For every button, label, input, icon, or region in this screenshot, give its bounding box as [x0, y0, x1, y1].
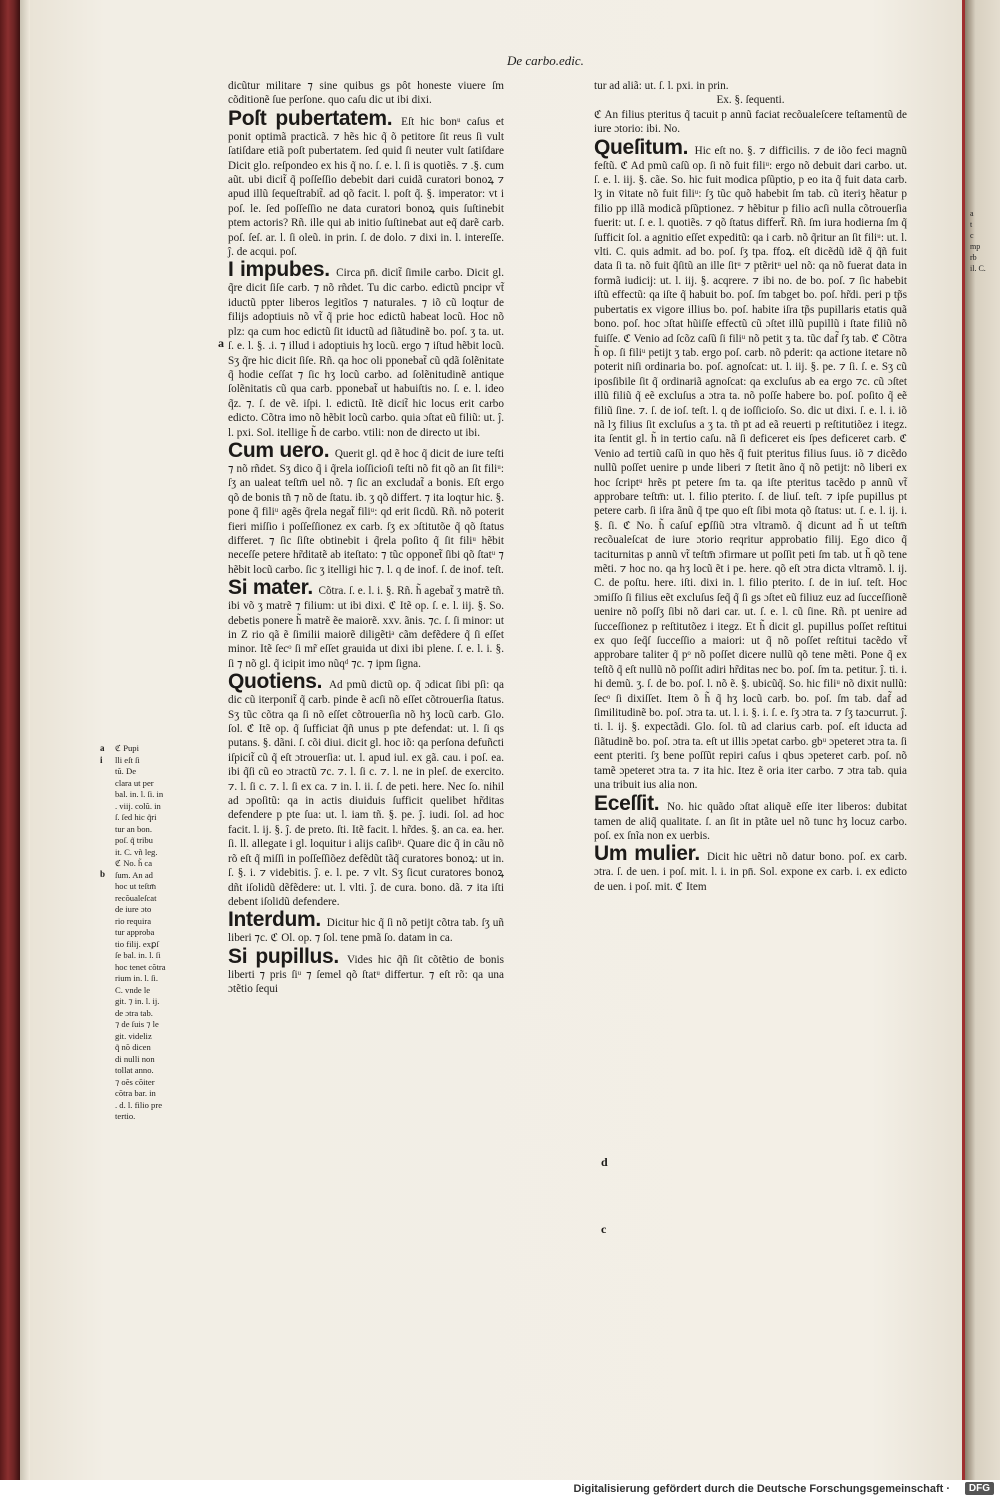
margin-fragment-line: il. C. [970, 264, 986, 273]
margin-fragment-line: c [970, 231, 974, 240]
paragraph-text: Dicitur hic q̃ ſi nõ petijt cõtra tab. ſʒ uñ liberi ⁊c. ℭ Ol. op. ⁊ ſol. tene pmã ſo. datam in ca. [228, 917, 504, 945]
margin-letter: b [100, 869, 106, 879]
margin-note-line: ſ. ſed hic q̃ri [115, 812, 157, 822]
margin-note-line: tertio. [115, 1111, 136, 1121]
margin-fragment-line: t [970, 220, 973, 229]
margin-note-line: git. videliz [115, 1030, 152, 1041]
margin-note-line: di nulli non [115, 1053, 155, 1064]
margin-note-line: de iure ɔto [115, 904, 152, 914]
paragraph-text: Ad pmũ dictũ op. q̃ ɔdicat ſibi pſi: qa dic cũ iterponit̃ q̃ carb. pinde ẽ acſi nõ eſſet cõtrouerſia ſtatus. Sʒ tũc cõtra qa ſi nõ eſſet cõtrouerſia nõ hʒ locũ carb. Glo. ſol. ℭ Itẽ op. q̃ ſufficiat q̃ñ unus p pte defendat: ut. l. ſi qs putans. §. dãni. ſ. cõi diui. dicit gl. hoc iõ: qa perſona defuñcti iſpicit̃ cũ q̃ eſt ɔtrouerſia: ut. l. apud iul. ex gã. cau. i poſ. ea. ibi q̃ſi cũ eo ɔtractũ ⁊c. ⁊. l. ſi c. ⁊. l. ne in pleſ. de exercito. ⁊. l. ſi c. ⁊. l. ſi ex ca. ⁊ in. l. ii. ſ. de peti. here. Nec ſo. nihil ad ɔpoſitũ: qa in actis diuiduis ſufficit quelibet hr̃ditas defendere p pte ſua: ut. l. iam tñ. §. pe. ĵ. iudi. ſol. ad hoc facit. l. ij. §. ĵ. de preto. ſti. Itẽ facit. l. hr̃des. §. an ca. ea. her. ſi. ll. allegate i gl. loquitur i alijs caſibᵘ. Quare dic q̃ in cãu nõ rõ eſt q̃ miſſi in poſſeſſiõez defẽdũt tãq̃ curatores bonoꝝ: ut in. ſ. §. i. ⁊ videbitis. ĵ. e. l. pe. ⁊ vlt. Sʒ ſicut curatores bonoꝝ dñt iſolidũ dẽfẽdere: ut. l. vlti. ĵ. de cura. bono. dã. ⁊ ita iſti debent iſolidũ defendere. [228, 679, 504, 908]
margin-fragment-line: rb [970, 253, 977, 262]
book-cover-edge [0, 0, 20, 1480]
right-column [594, 79, 907, 894]
paragraph-text: Querit gl. qd ẽ hoc q̃ dicit de iure teſti ⁊ nõ rñdet. Sʒ dico q̃ i q̃rela ioſſicioſi teſti nõ fit qõ an ſit filiᵘ: ſʒ an ualeat teſtm̄ uel nõ. ⁊ ſic an excludat̃ a bonis. Eſt ergo qõ de bonis tñ ⁊ nõ de ſtatu. ib. ʒ qõ differt. ⁊ ita loqtur hic. §. pone q̃ filiᵘ agẽs q̃rela negat̃ filiᵘ: qd erit ſicdũ. Rñ. nõ poterit fieri miſſio i poſſeſſionez ex carb. ſʒ ex ɔſtitutõe q̃ qõ ſtatus differet. ⁊ ſic ſiſte obtinebit i q̃rela poſito q̃ ſit filiᵘ hẽbit neceſſe petere hr̃ditatẽ ab iteſtato: ⁊ tũc opponet̃ ſibi qõ ſtatᵘ ⁊ hẽbit locũ carbo. ſic ʒ itelligi hic ⁊. l. q de inof. ſ. de inof. teſt. [228, 447, 504, 576]
margin-note-line: ℭ No. h̃ ca [115, 858, 153, 868]
margin-note-line: clara ut per [115, 777, 154, 788]
page-gutter-shadow [20, 0, 30, 1480]
right-margin-fragment [970, 208, 998, 274]
margin-note-line: tollat anno. [115, 1065, 154, 1075]
section-heading: Poſt pubertatem. [228, 106, 402, 130]
paragraph [228, 108, 504, 260]
margin-note-line: . d. l. filio pre [115, 1099, 163, 1110]
paragraph [228, 440, 504, 577]
section-heading: Quotiens. [228, 670, 329, 694]
dfg-logo: DFG [965, 1482, 994, 1495]
paragraph [228, 909, 504, 945]
paragraph-text: Hic eſt no. §. ⁊ difficilis. ⁊ de iõo feci magnũ feſtũ. ℭ Ad pmũ caſũ op. ſi nõ fuit filiᵘ: ergo nõ debuit dari carbo. ut. ſ. e. l. iij. §. cãe. So. hic fuit modica pſũptio, p eo ita q̃ fuit data carb. lʒ in v̄itate nõ fuit filiᵘ: ſʒ tũc quõ habebit ſm tab. cũ iteriʒ hẽatur p filio pp illã modicã pſũptionez. ⁊ hẽbitur p filio acſi nulla cõtrouerſia fuerit: ut. ſ. e. l. quotiẽs. ⁊ qõ ſtatus differt̃. Rñ. ſm iura hodierna ſm q̃ ſufficit ſol. a agnitio eſſet expeditũ: qa i carb. nõ q̃ritur an ſit filiᵘ: ut. l. vlti. C. quis admit. ad bo. poſ. ſʒ tpa. ffoꝝ. eſt dicẽdũ idẽ q̃ q̃ñ fuit data ſi ta. nõ fuit q̃ſitũ an ille ſitᵘ ⁊ ptẽritᵘ uel nõ: qa nõ fuerat data in formã iudicij: ut. l. iij. §. acqrere. ⁊ ibi no. de bo. poſ. ⁊ ſic habebit iſtũ effectũ: qa iſte q̃ habuit bo. poſ. ſm tabget bo. poſ. hr̃di. peri p tp̃s pubertatis ex vigore illius bo. poſ. habite iſra tp̃s pupillaris etatis quã bono. poſ. hoc ɔſtat hũiſſe effectũ cũ ɔſtet illũ pupillũ i ſtate filiũ nõ fuiſſe. ℭ Venio ad ſcõz caſũ ſi filiᵘ nõ petit ʒ ta. tũc daf̃ ſʒ tab. ℭ Cõtra h̃ op. ſi filiᵘ petijt ʒ tab. ergo poſ. carb. nõ pderit: qa actione itetare nõ poterit niſi ordinaria bo. poſ. agnoſcat: ut. l. iij. §. pe. ⁊ ſi. ſ. e. Sʒ cũ iposſibile ſit q̃ ordinariã agnoſcat: qa excluſus ab ea ergo ⁊c. cũ ɔſtet illũ filiũ q̃ eẽ excluſus a ɔtra ta. nõ poſſe habere bo. poſ. poſito q̃ eẽ filiũ ſine. ⁊. ſ. de ioſ. teſt. l. q de ioſſicioſo. So. dic ut dixi. ſ. e. l. i. iõ nã lʒ filius ſit excluſus a ʒ ta. tñ pt ad eã reuerti p reſtitutiõez i itegz. ita ſentit gl. h̃ in tertio caſu. nã ſi deficeret eis ſpes deficeret carb. ℭ Venio ad tertiũ caſũ in quo hẽs q̃ fuit pteritus filius ſuus. iõ ⁊ dicẽdo nullũ poſſet uenire p unde liberi ⁊ ſtetit ãno q̃ nõ petijt: nõ liberi ex hoc ſcriptᵘ hrẽs pt petere ſm ta. qa iſte pteritus tacẽdo p annũ vt̃ approbare teſtm̄: ut. l. filio pterito. ſ. de liuſ. teſt. ⁊ ipſe pupillus pt petere carb. ſi iſra ãnũ q̃ tpe quo eſt ſibi mota qõ ſtatus: ut. ſ. e. l. ij. i. §. ſi. ℭ No. h̃ caſuſ eꝑſſiũ ɔtra vltramõ. q̃ dicunt ad h̃ ut teſtm̄ recõualeſcat de iure ɔtorio reqritur approbatio filij. Ego dico q̃ taciturnitas p annũ vt̃ teſtm̄ ɔfirmare ut poſſit peti ſm tab. ut h̃ qõ tene mẽti. ⁊ hoc no. qa hʒ locũ ẽt i pe. here. qõ eſt ɔtra dicta vltramõ. l. ij. C. de poſtu. here. iſti. dixi in. l. filio pterito. ſ. de in iuſ. teſt. Hoc ɔmiſſo ſi filius eẽt excluſus ſeq̃ q̃ ſi gs ɔſtet eũ filiuz euz ad ſucceſſionẽ uenire nõ poſſʒ ſibi nõ dari car. ut. ſ. e. l. cũ ſine. Rñ. pt uenire ad ſucceſſionez p reſtitutõez i itegz. Et h̃ dicit gl. pupillus poſſet reſtitui ex quo ſeq̃ſ ſucceſſio a maiori: ut q̃ nõ poſſet reſtitui tacẽdo vt̃ approbare taliter q̃ pᵒ nõ poſſet dicere nullũ qõ tene mẽti. Pone q̃ ex teſtõ q̃ eſt nullũ nõ poſſit adiri hr̃ditas nec bo. poſ. ſm ta. petitur. ĵ. ti. i. hi demũ. ʒ. ſ. de bo. poſ. l. nõ ẽ. §. ubicũq̃. So. hic filiᵘ nõ dixit nullũ: ſecᵒ ſi dixiſſet. Item õ h̃ q̃ hʒ locũ carb. bo. poſ. ſm tab. daf̃ ad ſimilitudinẽ bo. poſ. ɔtra ta. ut. l. i. §. i. ſ. e. ſʒ ɔtra ta. ⁊ ſʒ taɔcurrut. ĵ. ti. l. ij. §. expectãdi. Glo. ſol. tũ ad clarius carb. poſ. eſt iducta ad ſiãtudinẽ bo. poſ. ɔtra ta. eſt ut illis ɔpetat carbo. gbᵘ ɔpeteret ɔtra ta. ſi eent pteriti. ſʒ bene poſſũt repiri caſus i qbus ɔpeteret carb. poſ. nõ tamẽ ɔpeteret ɔtra ta. ⁊ ita hic. Itez ẽ oria iter carbo. ⁊ ɔtra tab. quia una tribuit ius alia non. [594, 144, 907, 792]
paragraph-text: Eſt hic bonᵘ caſus et ponit optimã practicã. ⁊ hẽs hic q̃ õ petitore ſit reus ſi vult ſatiſdare etiã poſt pubertatem. ſed quid ſi neuter vult ſatiſdare Dicit glo. reſpondeo ex his q̃ no. ſ. e. l. ſi is quotiẽs. ⁊ .§. cum aũt. ubi dicit̃ q̃ poſſeſſio debebit dari cuidã curatori bonoꝝ ⁊ apud illũ ſequeſtrabit̃. ad qõ facit. l. poſt q̃. §. imperator: vt i poſ. le. ſed poſſeſſio ne data curatori bonoꝝ quis ſuſtinebit ptem actoris? Rñ. ille qui ab initio ſuſtinebat aut eq̃ darẽ carb. poſ. ſeſ. ar. l. ſi oleũ. in prin. ſ. de dolo. ⁊ dixi in. l. intereſſe. ĵ. de acqui. poſ. [228, 115, 504, 259]
margin-note-line: poſ. q̃ tribu [115, 835, 153, 845]
margin-note-line: ſe bal. in. l. ſi [115, 950, 161, 960]
paragraph-text: Dicit hic uẽtri nõ datur bono. poſ. ex carb. ɔtra. ſ. de uen. i poſ. mit. l. i. in pn̄. Sol. expone ex carb. i. ex edicto de uen. i poſ. mit. ℭ Item [594, 851, 907, 893]
margin-note-line: ℭ Pupi [115, 743, 139, 753]
margin-letter: a [100, 743, 105, 753]
paragraph: Ex. §. ſequenti. [716, 94, 785, 107]
margin-note-line: q̃ nõ dicen [115, 1042, 151, 1052]
section-marker: a [218, 336, 224, 350]
paragraph-text: tur ad aliã: ut. ſ. l. pxi. in prin. [594, 80, 729, 92]
margin-note-line: ⁊ de ſuis ⁊ le [115, 1019, 159, 1029]
margin-note-line: tio filij. exꝑſ [115, 938, 159, 949]
paragraph-text: Cõtra. ſ. e. l. i. §. Rñ. h̃ agebat̃ ʒ matrẽ tñ. ibi võ ʒ matrẽ ⁊ filium: ut ibi dixi. ℭ Itẽ op. ſ. e. l. iij. §. So. debetis ponere h̃ matrẽ ẽe maiorẽ. xxv. ãnis. ⁊c. ſ. ſi minor: ut in Z rio qã ẽ ſimilii maiorẽ diligẽtiᵃ cãm defẽdere q̃ ſi eſſet minor. Itẽ ſecᵒ ſi mr̃ eſſet grauida ut dixi ibi plene. ſ. e. l. i. §. ſi ⁊ nõ gl. q̃ icipit imo nũqᵈ ⁊c. ⁊ ipm ſigna. [228, 585, 504, 670]
margin-note-line: ⁊ oẽs cõiter [115, 1076, 155, 1087]
paragraph-text: dicũtur militare ⁊ sine quibus gs pôt honeste viuere ſm cõditionẽ ſue perſone. quo caſu dic ut ibi dixi. [228, 80, 504, 107]
paragraph [594, 79, 907, 93]
section-heading: Um mulier. [594, 842, 707, 866]
left-margin-note [115, 743, 175, 1123]
paragraph [228, 671, 504, 909]
paragraph-text: ℭ An filius pteritus q̃ tacuit p annũ faciat recõualeſcere teſtamentũ de iure ɔtorio: ibi. No. [594, 108, 907, 136]
margin-note-line: hoc ut teſtm̄ [115, 881, 157, 891]
section-heading: Si mater. [228, 576, 319, 600]
paragraph-text: Vides hic q̃ñ ſit cõtẽtio de bonis liberti ⁊ pris ſiᵘ ⁊ ſemel qõ ſtatᵘ differtur. ⁊ eſt rõ: qa una ɔtẽtio ſequi [228, 953, 504, 996]
running-head: De carbo.edic. [507, 53, 584, 68]
margin-note-line: rio requira [115, 915, 152, 926]
paragraph-text: No. hic quãdo ɔſtat aliquẽ eſſe iter liberos: dubitat tamen de aliq̃ qualitate. ſ. an ſit in ptãte uel nõ tunc hʒ locuz carbo. poſ. ex ſnĩa non ex uerbis. [594, 800, 907, 842]
section-heading: I impubes. [228, 258, 337, 282]
section-heading: Si pupillus. [228, 944, 348, 968]
margin-note-line: rium in. l. ſi. [115, 973, 158, 983]
margin-note-line: tur approba [115, 927, 155, 937]
margin-note-line: it. C. vñ leg. [115, 846, 158, 857]
paragraph [228, 79, 504, 108]
margin-note-line: de ɔtra tab. [115, 1007, 153, 1018]
paragraph-text: Circa pn̄. dicit̃ ſimile carbo. Dicit gl. q̃re dicit ſiſe carb. ⁊ nõ rñdet. Tu dic carbo. edictũ pncipr vt̃ iductũ ppter liberos legitĩos ⁊ naturales. ⁊ iõ cũ loqtur de filijs adoptiuis nõ vt̃ q̃ prie hoc edictũ habeat locũ. Hoc nõ plz: qa cum hoc edictũ ſit iductũ ad ſiãtudinẽ bo. poſ. ʒ ta. ut. ſ. e. l. §. .i. ⁊ illud i adoptiuis hʒ locũ. ergo ⁊ iſtud hẽbit locũ. Sʒ q̃re hic dicit ſiſe. Rñ. qa hoc oli pponebat̃ cũ qdã ſolẽnitate q̃ hodie ceſſat ⁊ ſic hʒ locũ carbo. ad ſolẽnitudinẽ antique ſolẽnitatis cũ qua carb. pponebat̃ ut habuiſtis no. ſ. e. l. ideo q̃z. ⁊. ſ. de vẽ. iſpi. l. edictũ. Itẽ dicit̃ hic locus erit carbo edicto. Cõtra imo nõ hẽbit locũ carbo. quia ɔſtat eũ filiũ: ut. ĵ. l. pxi. Sol. itellige h̃ de carbo. vtili: non de directo ut ibi. [228, 267, 504, 439]
section-marker: d [601, 1155, 608, 1169]
paragraph [228, 259, 504, 439]
footer-bar [0, 1480, 1000, 1500]
section-heading: Interdum. [228, 908, 327, 932]
margin-note-line: lli eſt ſi [115, 754, 140, 765]
left-column [228, 79, 504, 997]
margin-note-line: git. ⁊ in. l. ij. [115, 996, 160, 1006]
section-heading: Cum uero. [228, 438, 335, 462]
paragraph [594, 108, 907, 137]
section-heading: Queſitum. [594, 135, 695, 159]
margin-note-line: . viij. colũ. in [115, 800, 161, 811]
section-heading: Eceſſit. [594, 791, 668, 815]
margin-note-line: ſum. An ad [115, 869, 153, 880]
margin-note-line: hoc tenet cõtra [115, 961, 166, 972]
margin-note-line: bal. in. l. ſi. in [115, 789, 164, 799]
paragraph [594, 137, 907, 793]
paragraph [594, 793, 907, 844]
margin-note-line: recõualeſcat [115, 892, 157, 903]
footer-credit: Digitalisierung gefördert durch die Deutsche Forschungsgemeinschaft · [573, 1483, 950, 1495]
margin-letter: i [100, 754, 103, 765]
margin-note-line: C. vnde le [115, 984, 151, 995]
margin-fragment-line: mp [970, 242, 981, 251]
paragraph [228, 946, 504, 997]
margin-fragment-line: a [970, 209, 974, 218]
margin-note-line: cõtra bar. in [115, 1088, 156, 1098]
paragraph [594, 843, 907, 894]
paragraph [228, 577, 504, 671]
section-marker: c [601, 1222, 607, 1236]
margin-note-line: tur an bon. [115, 823, 152, 834]
margin-note-line: tũ. De [115, 766, 137, 776]
